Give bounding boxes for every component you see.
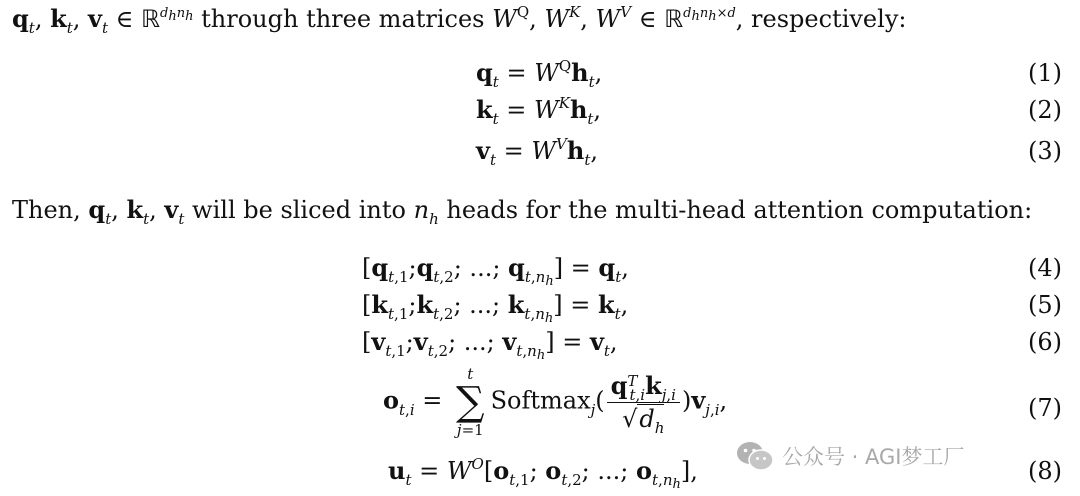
equation-7: $o_{t,i}$ = t ∑ j=1 Softmax$_j$( $\frac{q^T_{t,i}k_{j,i}}{√d_h}$ )$v_{j,i}$,	[383, 365, 728, 439]
equation-5: [$k_{t,1};k_{t,2}$; ...; $k_{t,n_h}] = k_t$,	[362, 290, 629, 326]
softmax-fraction: $\frac{q^T_{t,i}k_{j,i}}{√d_h}$	[607, 372, 680, 433]
paragraph-1: $q_t$, $k_t$, $v_t$ ∈ ℝ$^{d_hn_h}$ through three matrices $W^Q$, $W^K$, $W^V$ ∈ ℝ$^{d_hn_h\times d}$, respectively:	[12, 3, 907, 37]
equation-number-3: (3)	[1028, 137, 1062, 165]
text-respectively: , respectively:	[735, 5, 907, 33]
text-heads: heads for the multi-head attention computation:	[446, 196, 1033, 224]
summation: t ∑ j=1	[456, 365, 485, 439]
equation-4: [$q_{t,1};q_{t,2}$; ...; $q_{t,n_h}] = q_t$,	[362, 253, 629, 289]
equation-8: $u_t = W^O[o_{t,1}$; $o_{t,2}$; ...; $o_{t,n_h}$],	[388, 455, 698, 492]
equation-2: $k_t = W^Kh_t$,	[476, 94, 602, 128]
softmax-label: Softmax	[490, 386, 591, 415]
equation-3: $v_t = W^Vh_t$,	[476, 135, 598, 169]
watermark-text: 公众号 · AGI梦工厂	[782, 445, 965, 469]
text-then: Then,	[12, 196, 81, 224]
paragraph-2: Then, $q_t$, $k_t$, $v_t$ will be sliced into $n_h$ heads for the multi-head attention computation:	[12, 195, 1033, 228]
equation-number-8: (8)	[1028, 457, 1062, 485]
equation-number-2: (2)	[1028, 96, 1062, 124]
equation-1: $q_t = W^Qh_t$,	[476, 57, 603, 91]
text-through: through three matrices	[201, 5, 485, 33]
equation-number-4: (4)	[1028, 254, 1062, 282]
text-will-be-sliced: will be sliced into	[192, 196, 406, 224]
equation-number-1: (1)	[1028, 59, 1062, 87]
wechat-watermark	[736, 436, 965, 476]
equation-number-6: (6)	[1028, 328, 1062, 356]
equation-number-5: (5)	[1028, 291, 1062, 319]
equation-6: [$v_{t,1};v_{t,2}$; ...; $v_{t,n_h}] = v_t$,	[362, 327, 618, 363]
equation-number-7: (7)	[1028, 394, 1062, 422]
wechat-icon	[736, 440, 774, 472]
